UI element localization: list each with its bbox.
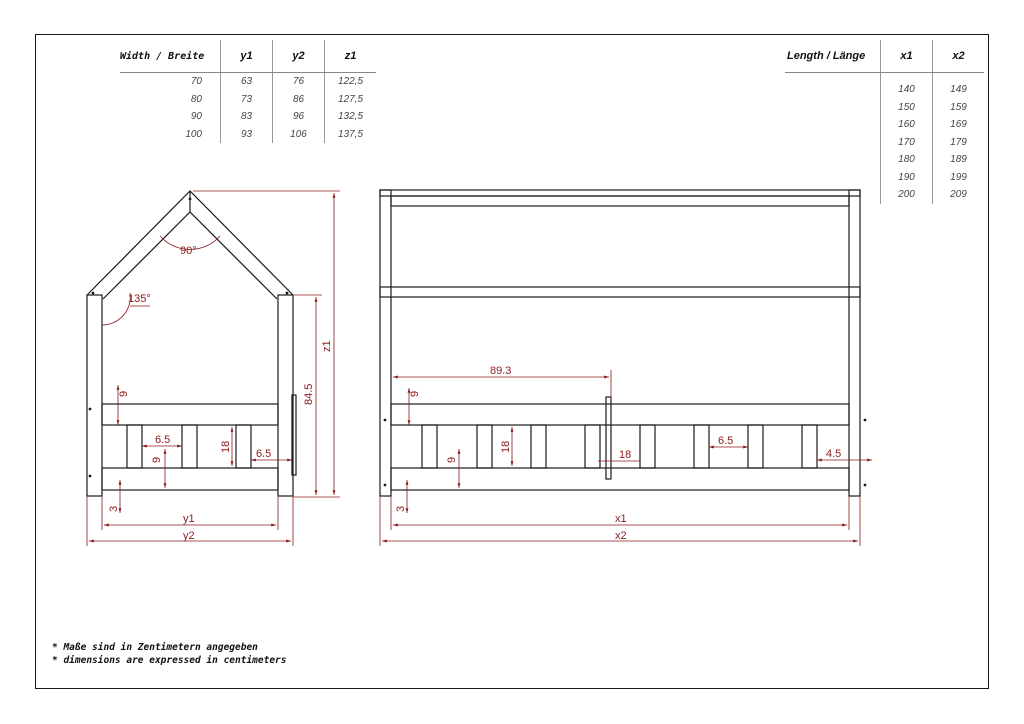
y1-label: y1 [183, 513, 195, 525]
width-table-cell: 96 [273, 108, 325, 126]
side-left-post [87, 295, 102, 496]
dimension-notes [52, 641, 287, 667]
front-right-post [849, 190, 860, 496]
front-top-beam [380, 190, 860, 196]
x2-header: x2 [933, 40, 985, 73]
z1-header: z1 [325, 40, 377, 73]
front-left-post [380, 190, 391, 496]
wall-angle-label: 135° [128, 293, 151, 305]
bottom-rail-9-label: 9 [151, 456, 163, 463]
y1-header: y1 [221, 40, 273, 73]
length-table-cell: 159 [933, 99, 985, 117]
front-slat-height-label: 18 [500, 440, 512, 453]
side-view-dimensions [87, 191, 340, 546]
width-table-cell: 80 [190, 93, 202, 105]
x1-label: x1 [615, 513, 627, 525]
length-table-cell: 199 [933, 169, 985, 187]
length-table-cell: 209 [933, 186, 985, 204]
front-view-labels [395, 365, 841, 542]
divider-width-label: 18 [619, 449, 632, 461]
length-table-cell: 180 [881, 151, 933, 169]
x2-label: x2 [615, 530, 627, 542]
y2-header: y2 [273, 40, 325, 73]
width-table-cell: 70 [190, 76, 202, 88]
note-english: * dimensions are expressed in centimeters [52, 655, 287, 666]
width-table-cell: 90 [190, 111, 202, 123]
end-gap-label: 4.5 [826, 448, 842, 460]
width-table-cell: 127,5 [325, 91, 377, 109]
width-table-cell: 106 [273, 126, 325, 144]
width-table-cell: 63 [221, 73, 273, 91]
roof-angle-label: 90° [180, 245, 197, 257]
front-leg-3-label: 3 [395, 505, 407, 512]
length-table-cell: 189 [933, 151, 985, 169]
z1-label: z1 [321, 340, 333, 352]
length-table-cell: 160 [881, 116, 933, 134]
divider-position-label: 89.3 [490, 365, 512, 377]
height-84-label: 84.5 [303, 383, 315, 405]
width-table-cell: 93 [221, 126, 273, 144]
width-table-cell: 100 [185, 128, 202, 140]
width-table-cell: 86 [273, 91, 325, 109]
width-table-cell: 137,5 [325, 126, 377, 144]
slat-width-label: 6.5 [155, 434, 171, 446]
side-right-post [278, 295, 293, 496]
front-center-divider [606, 397, 611, 479]
length-table-cell: 140 [881, 81, 933, 99]
width-table-cell: 83 [221, 108, 273, 126]
width-table-cell: 76 [273, 73, 325, 91]
length-table-cell: 200 [881, 186, 933, 204]
length-table-cell: 150 [881, 99, 933, 117]
length-header: Length / Länge [785, 40, 881, 73]
width-table-cell: 132,5 [325, 108, 377, 126]
side-view-labels [108, 245, 333, 542]
width-table-cell: 122,5 [325, 73, 377, 91]
front-mid-beam [380, 287, 860, 297]
side-bottom-rail [102, 468, 278, 490]
length-table-cell: 149 [933, 81, 985, 99]
slat-height-label: 18 [220, 440, 232, 453]
leg-3-label: 3 [108, 505, 120, 512]
front-bottom-rail-9-label: 9 [446, 456, 458, 463]
front-slat-width-label: 6.5 [718, 435, 734, 447]
front-bottom-rail [391, 468, 849, 490]
width-header: Width / Breite [120, 40, 221, 73]
x1-header: x1 [881, 40, 933, 73]
length-table-cell: 190 [881, 169, 933, 187]
length-table-cell: 179 [933, 134, 985, 152]
length-table-cell: 169 [933, 116, 985, 134]
top-rail-9-label: 9 [118, 390, 130, 397]
length-table-cell: 170 [881, 134, 933, 152]
side-top-rail [102, 404, 278, 425]
width-table-cell: 73 [221, 91, 273, 109]
y2-label: y2 [183, 530, 195, 542]
note-german: * Maße sind in Zentimetern angegeben [52, 642, 258, 653]
front-top-rail-9-label: 9 [409, 390, 421, 397]
slat-gap-label: 6.5 [256, 448, 272, 460]
front-top-rail [391, 404, 849, 425]
